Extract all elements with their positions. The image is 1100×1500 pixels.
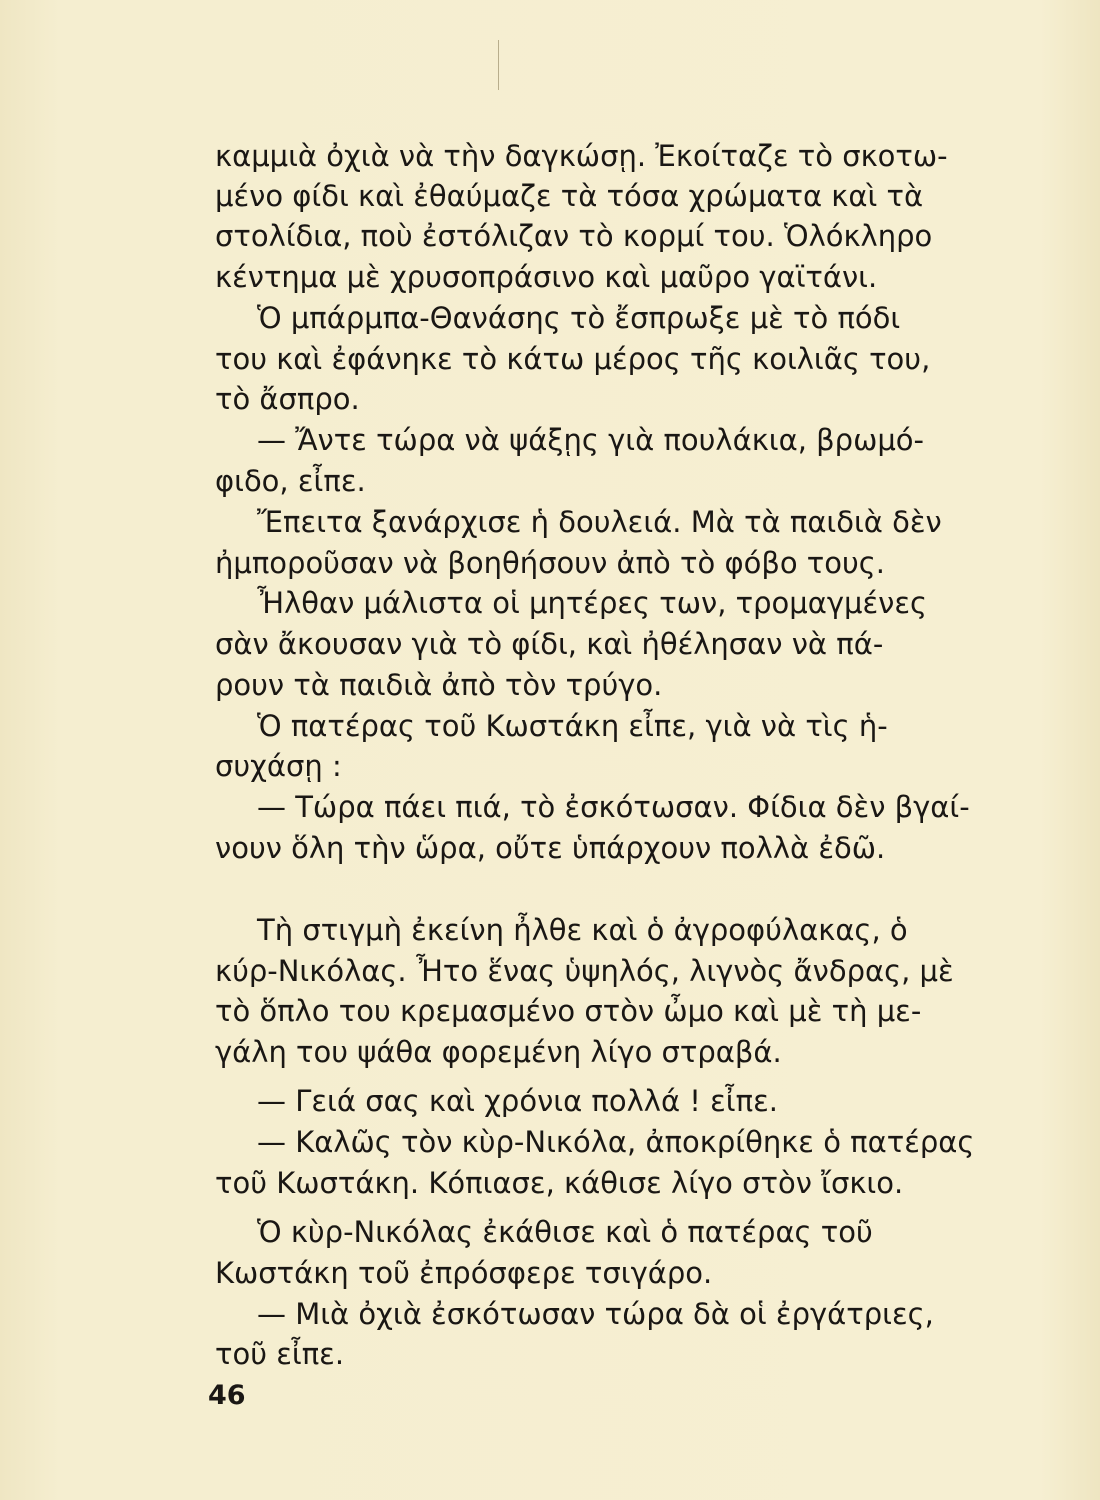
text-line: — Γειά σας καὶ χρόνια πολλά ! εἶπε. xyxy=(257,1084,778,1118)
text-line: Κωστάκη τοῦ ἐπρόσφερε τσιγάρο. xyxy=(215,1256,713,1290)
text-line: — Τώρα πάει πιά, τὸ ἐσκότωσαν. Φίδια δὲν βγαί- xyxy=(257,790,970,824)
text-line: Τὴ στιγμὴ ἐκείνη ἦλθε καὶ ὁ ἀγροφύλακας, ὁ xyxy=(257,913,908,947)
text-line: Ἦλθαν μάλιστα οἱ μητέρες των, τρομαγμένες xyxy=(257,586,928,620)
text-line: νουν ὅλη τὴν ὥρα, οὔτε ὑπάρχουν πολλὰ ἐδῶ. xyxy=(215,831,886,865)
text-line: συχάσῃ : xyxy=(215,749,342,783)
text-line: ρουν τὰ παιδιὰ ἀπὸ τὸν τρύγο. xyxy=(215,668,663,702)
text-line: του καὶ ἐφάνηκε τὸ κάτω μέρος τῆς κοιλιᾶς του, xyxy=(215,342,931,376)
text-line: καμμιὰ ὀχιὰ νὰ τὴν δαγκώσῃ. Ἐκοίταζε τὸ σκοτω- xyxy=(215,139,948,173)
text-line: — Καλῶς τὸν κὺρ-Νικόλα, ἀποκρίθηκε ὁ πατέρας xyxy=(257,1125,975,1159)
text-line: Ὁ πατέρας τοῦ Κωστάκη εἶπε, γιὰ νὰ τὶς ἡ- xyxy=(257,709,888,743)
text-line: Ἔπειτα ξανάρχισε ἡ δουλειά. Μὰ τὰ παιδιὰ δὲν xyxy=(257,505,942,539)
text-line: κέντημα μὲ χρυσοπράσινο καὶ μαῦρο γαϊτάνι. xyxy=(215,260,878,294)
scan-fold-mark xyxy=(498,40,499,90)
text-line: Ὁ κὺρ-Νικόλας ἐκάθισε καὶ ὁ πατέρας τοῦ xyxy=(257,1215,873,1249)
text-line: κύρ-Νικόλας. Ἦτο ἕνας ὑψηλός, λιγνὸς ἄνδρας, μὲ xyxy=(215,954,954,988)
text-line: — Ἄντε τώρα νὰ ψάξῃς γιὰ πουλάκια, βρωμό- xyxy=(257,423,925,457)
text-line: φιδο, εἶπε. xyxy=(215,464,366,498)
text-line: τοῦ εἶπε. xyxy=(215,1337,345,1371)
text-line: — Μιὰ ὀχιὰ ἐσκότωσαν τώρα δὰ οἱ ἐργάτριες, xyxy=(257,1297,934,1331)
text-line: γάλη του ψάθα φορεμένη λίγο στραβά. xyxy=(215,1035,782,1069)
text-line: τοῦ Κωστάκη. Κόπιασε, κάθισε λίγο στὸν ἴσκιο. xyxy=(215,1166,904,1200)
text-line: στολίδια, ποὺ ἐστόλιζαν τὸ κορμί του. Ὁλόκληρο xyxy=(215,219,933,253)
text-line: σὰν ἄκουσαν γιὰ τὸ φίδι, καὶ ἠθέλησαν νὰ πά- xyxy=(215,627,884,661)
text-line: τὸ ἄσπρο. xyxy=(215,382,360,416)
text-line: μένο φίδι καὶ ἐθαύμαζε τὰ τόσα χρώματα καὶ τὰ xyxy=(215,179,924,213)
text-line: Ὁ μπάρμπα-Θανάσης τὸ ἔσπρωξε μὲ τὸ πόδι xyxy=(257,301,901,335)
text-line: τὸ ὅπλο του κρεμασμένο στὸν ὦμο καὶ μὲ τὴ με- xyxy=(215,994,922,1028)
page-number: 46 xyxy=(208,1380,246,1411)
text-line: ἠμποροῦσαν νὰ βοηθήσουν ἀπὸ τὸ φόβο τους. xyxy=(215,546,886,580)
